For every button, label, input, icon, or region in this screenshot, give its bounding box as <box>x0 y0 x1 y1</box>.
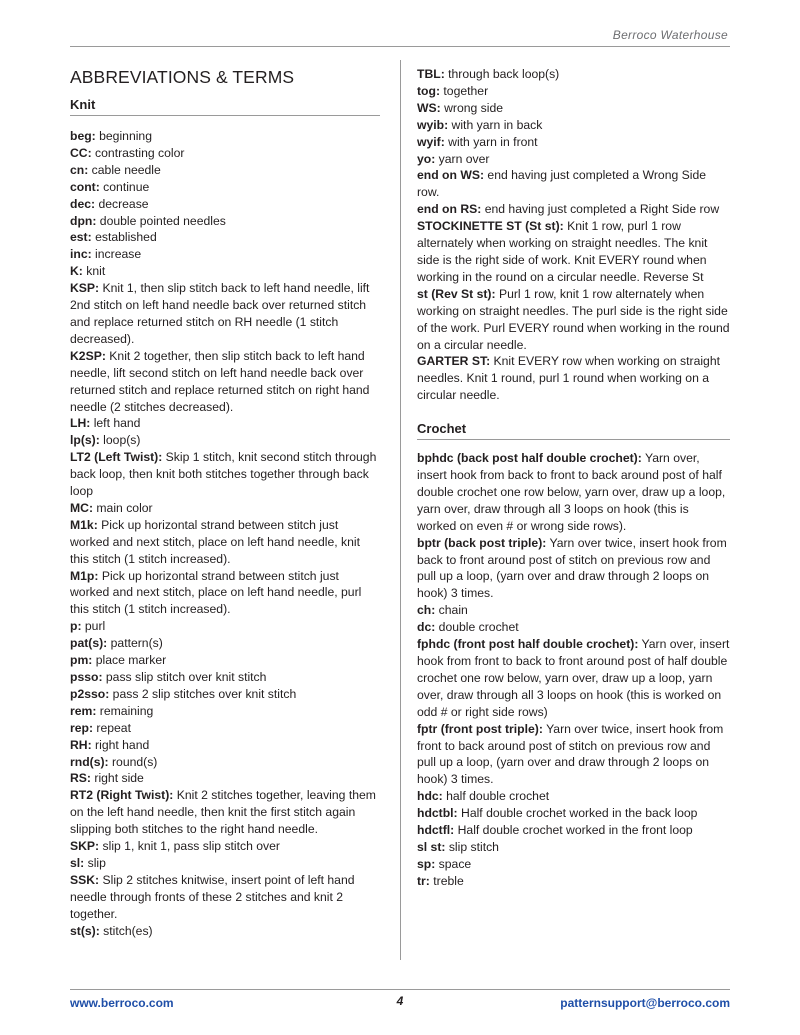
entry-definition: place marker <box>92 653 167 668</box>
entry-term: st (Rev St st): <box>417 286 496 301</box>
entry-term: ch: <box>417 603 436 618</box>
glossary-entry <box>417 66 730 83</box>
glossary-entry <box>417 856 730 873</box>
entry-term: cont: <box>70 179 100 194</box>
glossary-entry <box>417 134 730 151</box>
glossary-entry <box>70 652 380 669</box>
entry-term: CC: <box>70 145 92 160</box>
entry-definition: half double crochet <box>442 789 550 804</box>
entry-term: M1p: <box>70 568 99 583</box>
entry-definition: Skip 1 stitch, knit second stitch through back loop, then knit both stitches together through back loop <box>70 450 377 499</box>
entry-term: st(s): <box>70 923 100 938</box>
entry-term: p2sso: <box>70 686 110 701</box>
entry-term: MC: <box>70 500 94 515</box>
glossary-entry <box>417 721 730 789</box>
entry-definition: beginning <box>95 129 152 143</box>
glossary-entry <box>417 788 730 805</box>
entry-definition: Half double crochet worked in the back loop <box>457 806 698 821</box>
entry-definition: left hand <box>90 416 141 431</box>
header-rule <box>70 46 730 47</box>
glossary-entry <box>70 128 380 145</box>
entry-term: fphdc (front post half double crochet): <box>417 637 639 652</box>
entry-definition: chain <box>435 603 468 618</box>
entry-definition: Yarn over, insert hook from back to front to back around post of half double crochet one row below, yarn over, draw up a loop, yarn over, draw through all 3 loops on hook (this is worked on even # or wrong side rows). <box>417 451 726 533</box>
glossary-entry <box>70 923 380 940</box>
entry-term: K2SP: <box>70 348 106 363</box>
entry-definition: Knit 1 row, purl 1 row alternately when working on straight needles. The knit side is the right side of work. Knit EVERY round when working in the round on a circular needle. Reverse St <box>417 219 708 284</box>
entry-definition: Half double crochet worked in the front loop <box>454 823 693 838</box>
entry-definition: Knit EVERY row when working on straight needles. Knit 1 round, purl 1 round when working on a circular needle. <box>417 354 720 403</box>
entry-definition: contrasting color <box>91 145 185 160</box>
entry-term: SSK: <box>70 872 100 887</box>
glossary-entry <box>417 151 730 168</box>
glossary-entry <box>417 286 730 354</box>
entry-definition: Purl 1 row, knit 1 row alternately when working on straight needles. The purl side is the right side of the work. Purl EVERY round when working in the round on a circular needle. <box>417 286 730 352</box>
entry-definition: wrong side <box>440 100 504 115</box>
knit-list-continued <box>417 66 730 404</box>
glossary-entry <box>70 669 380 686</box>
entry-definition: knit <box>82 264 106 279</box>
entry-definition: decrease <box>95 196 149 211</box>
entry-term: end on WS: <box>417 168 485 183</box>
glossary-entry <box>70 280 380 348</box>
entry-term: WS: <box>417 100 441 115</box>
glossary-entry <box>417 839 730 856</box>
glossary-entry <box>70 770 380 787</box>
entry-definition: Knit 2 together, then slip stitch back to left hand needle, lift second stitch on left hand needle back over returned stitch and replace returned stitch on right hand needle (2 stitches decreased). <box>70 348 370 414</box>
entry-term: rep: <box>70 720 94 735</box>
glossary-entry <box>417 100 730 117</box>
glossary-entry <box>70 754 380 771</box>
entry-term: sp: <box>417 856 436 871</box>
glossary-entry <box>70 618 380 635</box>
entry-definition: Yarn over, insert hook from front to back to front around post of half double crochet one row below, yarn over, draw up a loop, yarn over, draw through all 3 loops on hook (this is worked on odd # or right side rows) <box>417 637 730 719</box>
entry-definition: Yarn over twice, insert hook from back to front around post of stitch on previous row and pull up a loop, (yarn over and draw through 2 loops on hook) 3 times. <box>417 535 727 601</box>
glossary-entry <box>70 787 380 838</box>
glossary-entry <box>70 838 380 855</box>
entry-definition: stitch(es) <box>99 923 153 938</box>
entry-term: fptr (front post triple): <box>417 721 543 736</box>
entry-definition: treble <box>429 873 464 888</box>
header-brand: Berroco Waterhouse <box>612 28 728 42</box>
glossary-entry <box>417 619 730 636</box>
entry-term: psso: <box>70 670 103 684</box>
entry-definition: Yarn over twice, insert hook from front to back around post of stitch on previous row and pull up a loop, (yarn over and draw through 2 loops on hook) 3 times. <box>417 721 724 787</box>
page-number: 4 <box>396 994 404 1008</box>
entry-term: M1k: <box>70 517 98 532</box>
entry-definition: double pointed needles <box>96 213 226 228</box>
glossary-entry <box>417 117 730 134</box>
entry-term: cn: <box>70 162 89 177</box>
entry-term: est: <box>70 230 92 245</box>
entry-definition: increase <box>91 247 142 262</box>
glossary-entry <box>70 145 380 162</box>
glossary-entry <box>70 635 380 652</box>
glossary-entry <box>70 415 380 432</box>
glossary-entry <box>70 872 380 923</box>
entry-term: SKP: <box>70 839 100 854</box>
glossary-entry <box>70 348 380 416</box>
entry-definition: with yarn in front <box>444 134 538 149</box>
entry-term: bptr (back post triple): <box>417 535 547 550</box>
entry-definition: end having just completed a Right Side row <box>481 202 720 217</box>
entry-term: rem: <box>70 703 97 718</box>
crochet-list <box>417 450 730 890</box>
entry-definition: Knit 2 stitches together, leaving them on the left hand needle, then knit the first stitch again slipping both stitches to the right hand needle. <box>70 788 376 837</box>
entry-definition: with yarn in back <box>448 117 543 132</box>
knit-list <box>70 128 380 940</box>
glossary-entry <box>70 500 380 517</box>
entry-definition: loop(s) <box>99 433 141 448</box>
entry-definition: continue <box>99 179 150 194</box>
entry-definition: double crochet <box>435 620 519 635</box>
entry-term: RT2 (Right Twist): <box>70 788 174 803</box>
entry-definition: slip <box>84 855 106 870</box>
entry-term: RS: <box>70 771 91 786</box>
entry-term: hdc: <box>417 789 443 804</box>
website-link[interactable]: www.berroco.com <box>70 996 174 1010</box>
entry-term: wyif: <box>417 134 445 149</box>
entry-term: dec: <box>70 196 96 211</box>
entry-term: pm: <box>70 653 93 668</box>
glossary-entry <box>70 162 380 179</box>
entry-term: inc: <box>70 247 92 262</box>
entry-definition: together <box>440 83 489 98</box>
glossary-entry <box>70 432 380 449</box>
entry-definition: purl <box>81 619 106 634</box>
entry-term: hdctbl: <box>417 806 458 821</box>
glossary-entry <box>417 83 730 100</box>
entry-definition: repeat <box>93 720 131 735</box>
left-column <box>70 66 380 940</box>
glossary-entry <box>417 218 730 286</box>
knit-heading: Knit <box>70 97 380 116</box>
entry-term: GARTER ST: <box>417 354 491 369</box>
entry-definition: remaining <box>96 703 154 718</box>
glossary-entry <box>70 213 380 230</box>
glossary-entry <box>417 873 730 890</box>
support-email-link[interactable]: patternsupport@berroco.com <box>560 996 730 1010</box>
glossary-entry <box>70 229 380 246</box>
glossary-entry <box>70 737 380 754</box>
entry-term: rnd(s): <box>70 754 109 769</box>
glossary-entry <box>417 636 730 721</box>
entry-definition: Slip 2 stitches knitwise, insert point of left hand needle through fronts of these 2 stitches and knit 2 together. <box>70 872 355 921</box>
entry-term: sl: <box>70 855 85 870</box>
entry-definition: cable needle <box>88 162 161 177</box>
glossary-entry <box>417 822 730 839</box>
entry-term: LT2 (Left Twist): <box>70 450 163 465</box>
entry-term: TBL: <box>417 67 445 81</box>
glossary-entry <box>70 686 380 703</box>
glossary-entry <box>70 568 380 619</box>
entry-term: dpn: <box>70 213 97 228</box>
entry-term: beg: <box>70 129 96 143</box>
glossary-entry <box>417 602 730 619</box>
glossary-entry <box>417 805 730 822</box>
entry-definition: round(s) <box>108 754 158 769</box>
entry-term: yo: <box>417 151 436 166</box>
glossary-entry <box>70 855 380 872</box>
entry-definition: right side <box>91 771 144 786</box>
entry-definition: end having just completed a Wrong Side row. <box>417 168 707 200</box>
glossary-entry <box>417 201 730 218</box>
glossary-entry <box>70 517 380 568</box>
glossary-entry <box>70 449 380 500</box>
entry-definition: Pick up horizontal strand between stitch just worked and next stitch, place on left hand needle, purl this stitch (1 stitch increased). <box>70 568 362 617</box>
entry-term: hdctfl: <box>417 823 455 838</box>
glossary-entry <box>70 703 380 720</box>
entry-definition: slip stitch <box>445 839 499 854</box>
page-title: ABBREVIATIONS & TERMS <box>70 67 295 87</box>
entry-term: dc: <box>417 620 436 635</box>
entry-definition: pass slip stitch over knit stitch <box>102 670 267 684</box>
entry-term: STOCKINETTE ST (St st): <box>417 219 564 234</box>
entry-term: p: <box>70 619 82 634</box>
entry-definition: established <box>91 230 157 245</box>
column-divider <box>400 60 401 960</box>
entry-term: bphdc (back post half double crochet): <box>417 451 642 466</box>
entry-definition: through back loop(s) <box>444 67 560 81</box>
glossary-entry <box>417 353 730 404</box>
glossary-entry <box>417 450 730 535</box>
glossary-entry <box>70 196 380 213</box>
glossary-entry <box>417 535 730 603</box>
entry-term: end on RS: <box>417 202 482 217</box>
entry-definition: slip 1, knit 1, pass slip stitch over <box>99 839 280 854</box>
entry-definition: main color <box>93 500 153 515</box>
entry-definition: pattern(s) <box>107 636 163 651</box>
entry-term: RH: <box>70 737 92 752</box>
glossary-entry <box>70 720 380 737</box>
entry-term: pat(s): <box>70 636 108 651</box>
footer-rule <box>70 989 730 990</box>
glossary-entry <box>70 179 380 196</box>
glossary-entry <box>70 246 380 263</box>
entry-definition: right hand <box>91 737 150 752</box>
entry-definition: pass 2 slip stitches over knit stitch <box>109 686 297 701</box>
glossary-entry <box>70 263 380 280</box>
entry-term: tog: <box>417 83 441 98</box>
entry-definition: Knit 1, then slip stitch back to left hand needle, lift 2nd stitch on left hand needle back over returned stitch and replace returned stitch on RH needle (1 stitch decreased). <box>70 281 370 346</box>
entry-term: wyib: <box>417 117 449 132</box>
entry-term: lp(s): <box>70 433 100 448</box>
entry-definition: yarn over <box>435 151 490 166</box>
entry-term: tr: <box>417 873 430 888</box>
crochet-heading: Crochet <box>417 421 730 440</box>
entry-term: LH: <box>70 416 91 431</box>
entry-term: KSP: <box>70 281 100 296</box>
entry-definition: Pick up horizontal strand between stitch just worked and next stitch, place on left hand needle, knit this stitch (1 stitch increased). <box>70 517 360 566</box>
right-column <box>417 66 730 890</box>
entry-definition: space <box>435 856 472 871</box>
entry-term: K: <box>70 264 83 279</box>
entry-term: sl st: <box>417 839 446 854</box>
glossary-entry <box>417 167 730 201</box>
